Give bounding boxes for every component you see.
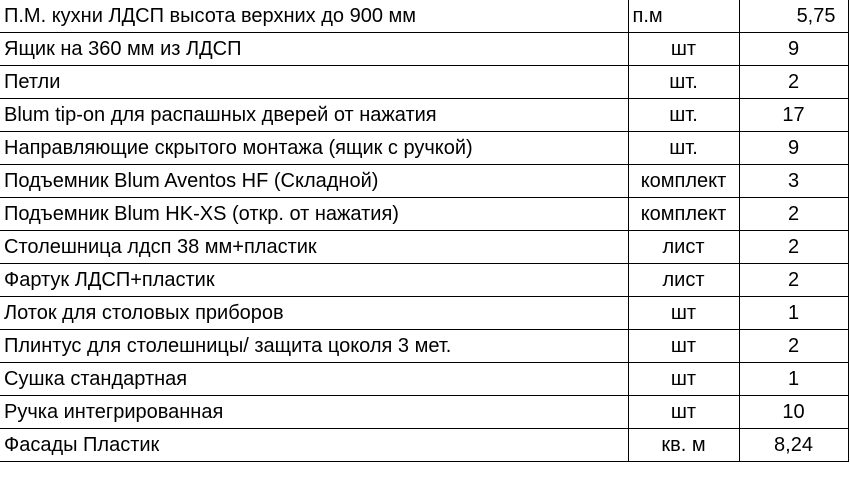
item-qty-cell[interactable]: 9: [739, 132, 848, 165]
item-qty-cell[interactable]: 2: [739, 330, 848, 363]
item-unit-cell[interactable]: шт.: [628, 66, 739, 99]
table-row: [0, 0, 848, 33]
table-row: [0, 297, 848, 330]
item-unit-cell[interactable]: шт: [628, 33, 739, 66]
table-row: [0, 66, 848, 99]
table-row: [0, 363, 848, 396]
item-name-cell[interactable]: Фасады Пластик: [0, 429, 628, 462]
item-name-cell[interactable]: Подъемник Blum HK-XS (откр. от нажатия): [0, 198, 628, 231]
item-qty-cell[interactable]: 1: [739, 297, 848, 330]
item-qty-cell[interactable]: 2: [739, 66, 848, 99]
item-unit-cell[interactable]: шт: [628, 396, 739, 429]
item-qty-cell[interactable]: 1: [739, 363, 848, 396]
item-qty-cell[interactable]: 9: [739, 33, 848, 66]
item-name-cell[interactable]: Лоток для столовых приборов: [0, 297, 628, 330]
item-qty-cell[interactable]: 10: [739, 396, 848, 429]
item-unit-cell[interactable]: п.м: [628, 0, 739, 33]
item-name-cell[interactable]: П.М. кухни ЛДСП высота верхних до 900 мм: [0, 0, 628, 33]
item-unit-cell[interactable]: лист: [628, 264, 739, 297]
item-qty-cell[interactable]: 2: [739, 231, 848, 264]
table-row: [0, 264, 848, 297]
table-row: [0, 198, 848, 231]
item-unit-cell[interactable]: шт: [628, 330, 739, 363]
item-qty-cell[interactable]: 2: [739, 264, 848, 297]
item-unit-cell[interactable]: кв. м: [628, 429, 739, 462]
table-row: [0, 33, 848, 66]
item-unit-cell[interactable]: шт.: [628, 99, 739, 132]
item-qty-cell[interactable]: 17: [739, 99, 848, 132]
item-qty-cell[interactable]: 5,75: [739, 0, 848, 33]
item-name-cell[interactable]: Плинтус для столешницы/ защита цоколя 3 мет.: [0, 330, 628, 363]
item-unit-cell[interactable]: комплект: [628, 165, 739, 198]
item-name-cell[interactable]: Ящик на 360 мм из ЛДСП: [0, 33, 628, 66]
item-name-cell[interactable]: Ручка интегрированная: [0, 396, 628, 429]
item-name-cell[interactable]: Направляющие скрытого монтажа (ящик с ручкой): [0, 132, 628, 165]
item-unit-cell[interactable]: шт.: [628, 132, 739, 165]
table-row: [0, 132, 848, 165]
item-name-cell[interactable]: Фартук ЛДСП+пластик: [0, 264, 628, 297]
table-row: [0, 99, 848, 132]
table-row: [0, 330, 848, 363]
table-row: [0, 396, 848, 429]
item-name-cell[interactable]: Сушка стандартная: [0, 363, 628, 396]
item-unit-cell[interactable]: шт: [628, 297, 739, 330]
table-row: [0, 429, 848, 462]
item-name-cell[interactable]: Blum tip-on для распашных дверей от нажатия: [0, 99, 628, 132]
table-row: [0, 231, 848, 264]
item-qty-cell[interactable]: 3: [739, 165, 848, 198]
item-unit-cell[interactable]: комплект: [628, 198, 739, 231]
table-row: [0, 165, 848, 198]
item-unit-cell[interactable]: шт: [628, 363, 739, 396]
item-qty-cell[interactable]: 8,24: [739, 429, 848, 462]
item-unit-cell[interactable]: лист: [628, 231, 739, 264]
item-qty-cell[interactable]: 2: [739, 198, 848, 231]
item-name-cell[interactable]: Подъемник Blum Aventos HF (Складной): [0, 165, 628, 198]
item-name-cell[interactable]: Столешница лдсп 38 мм+пластик: [0, 231, 628, 264]
item-name-cell[interactable]: Петли: [0, 66, 628, 99]
